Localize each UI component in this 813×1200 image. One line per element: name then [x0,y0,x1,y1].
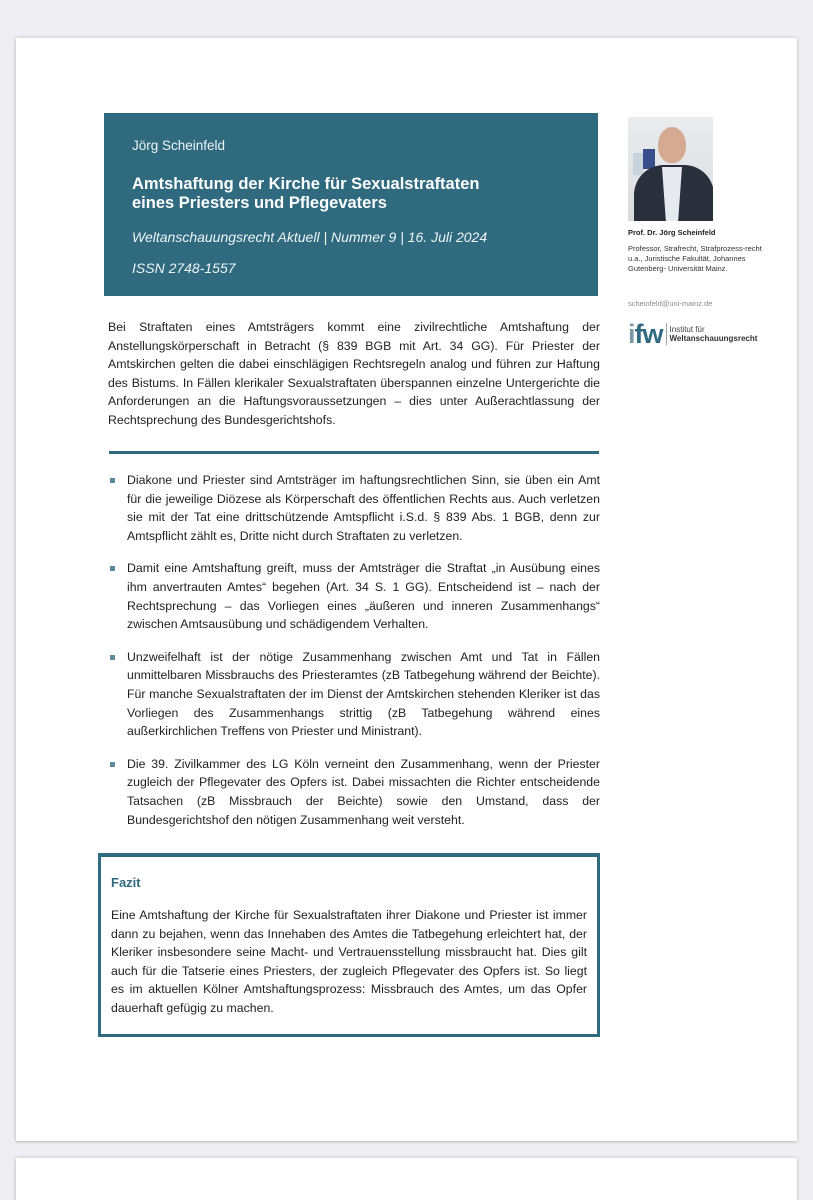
sidebar-author-name: Prof. Dr. Jörg Scheinfeld [628,228,716,237]
section-divider [109,451,599,454]
logo-text: Institut für Weltanschauungsrecht [669,325,758,343]
series-info: Weltanschauungsrecht Aktuell | Nummer 9 | 16. Juli 2024 [132,229,488,245]
fazit-box [98,853,600,1037]
author-email-link[interactable]: scheinfeld@uni-mainz.de [628,299,713,308]
fazit-text: Eine Amtshaftung der Kirche für Sexualstraftaten ihrer Diakone und Priester ist immer dann zu bejahen, wenn das Innehaben des Amtes die Tatbegehung erleichtert hat, der Kleriker insbesondere seine Macht- und Vertrauensstellung missbraucht hat. Dies gilt auch für die Tatserie eines Priesters, der zugleich Pflegevater des Opfers ist. So liegt es im aktuellen Kölner Amtshaftungsprozess: Missbrauch des Amtes, um das Opfer dauerhaft gefügig zu machen. [111,908,587,1015]
page-1 [16,38,797,1141]
bullet-square-icon [110,566,115,571]
fazit-heading: Fazit [111,875,141,890]
title-line-1: Amtshaftung der Kirche für Sexualstraftaten [132,175,480,193]
header-banner [104,113,598,296]
bullet-square-icon [110,478,115,483]
photo-head [658,127,686,163]
article-title [132,175,479,213]
list-item: Damit eine Amtshaftung greift, muss der Amtsträger die Straftat „in Ausübung eines ihm anvertrauten Amtes“ begehen (Art. 34 S. 1 GG). Entscheidend ist – nach der Rechtsprechung – das Vorliegen eines „äußeren und inneren Zusammenhangs“ zwischen Amtsausübung und schädigendem Verhalten. [108,559,600,633]
title-line-2: eines Priesters und Pflegevaters [132,194,387,212]
bullet-square-icon [110,655,115,660]
page-2 [16,1158,797,1200]
ifw-logo-mark: ifw [628,318,663,349]
banner-author: Jörg Scheinfeld [132,138,226,153]
logo-separator [666,323,667,345]
photo-bg-shelf [633,153,643,175]
author-photo [628,117,713,221]
abstract: Bei Straftaten eines Amtsträgers kommt eine zivilrechtliche Amtshaftung der Anstellungskörperschaft in Betracht (§ 839 BGB mit Art. 34 GG). Für Priester der Amtskirchen gelten die dabei einschlägigen Rechtsregeln analog und führen zur Haftung des Bistums. In Fällen klerikaler Sexualstraftaten überspannen einzelne Untergerichte die Anforderungen an die Haftungsvoraussetzungen – dies unter Außerachtlassung der Rechtsprechung des Bundesgerichtshofs. [108,320,600,427]
sidebar-author-description: Professor, Strafrecht, Strafprozess-recht u.a., Juristische Fakultät, Johannes Gutenberg- Universität Mainz. [628,244,762,273]
ifw-logo [628,319,757,349]
list-item: Unzweifelhaft ist der nötige Zusammenhang zwischen Amt und Tat in Fällen unmittelbaren Missbrauchs des Priesteramtes (zB Tatbegehung während der Beichte). Für manche Sexualstraftaten der im Dienst der Amtskirchen stehenden Kleriker ist das Vorliegen des Zusammenhangs strittig (zB Tatbegehung während eines außerkirchlichen Treffens von Priester und Ministrant). [108,648,600,741]
bullet-square-icon [110,762,115,767]
issn: ISSN 2748-1557 [132,260,236,276]
list-item: Diakone und Priester sind Amtsträger im haftungsrechtlichen Sinn, sie üben ein Amt für die jeweilige Diözese als Körperschaft des öffentlichen Rechts aus. Auch verletzen sie mit der Tat eine drittschützende Amtspflicht i.S.d. § 839 Abs. 1 BGB, denn zur Amtspflicht zählt es, Dritte nicht durch Straftaten zu verletzen. [108,471,600,545]
list-item: Die 39. Zivilkammer des LG Köln verneint den Zusammenhang, wenn der Priester zugleich der Pflegevater des Opfers ist. Dabei missachten die Richter entscheidende Tatsachen (zB Missbrauch der Beichte) sowie den Umstand, dass der Bundesgerichtshof den nötigen Zusammenhang weit versteht. [108,755,600,829]
key-points-list [108,471,600,843]
